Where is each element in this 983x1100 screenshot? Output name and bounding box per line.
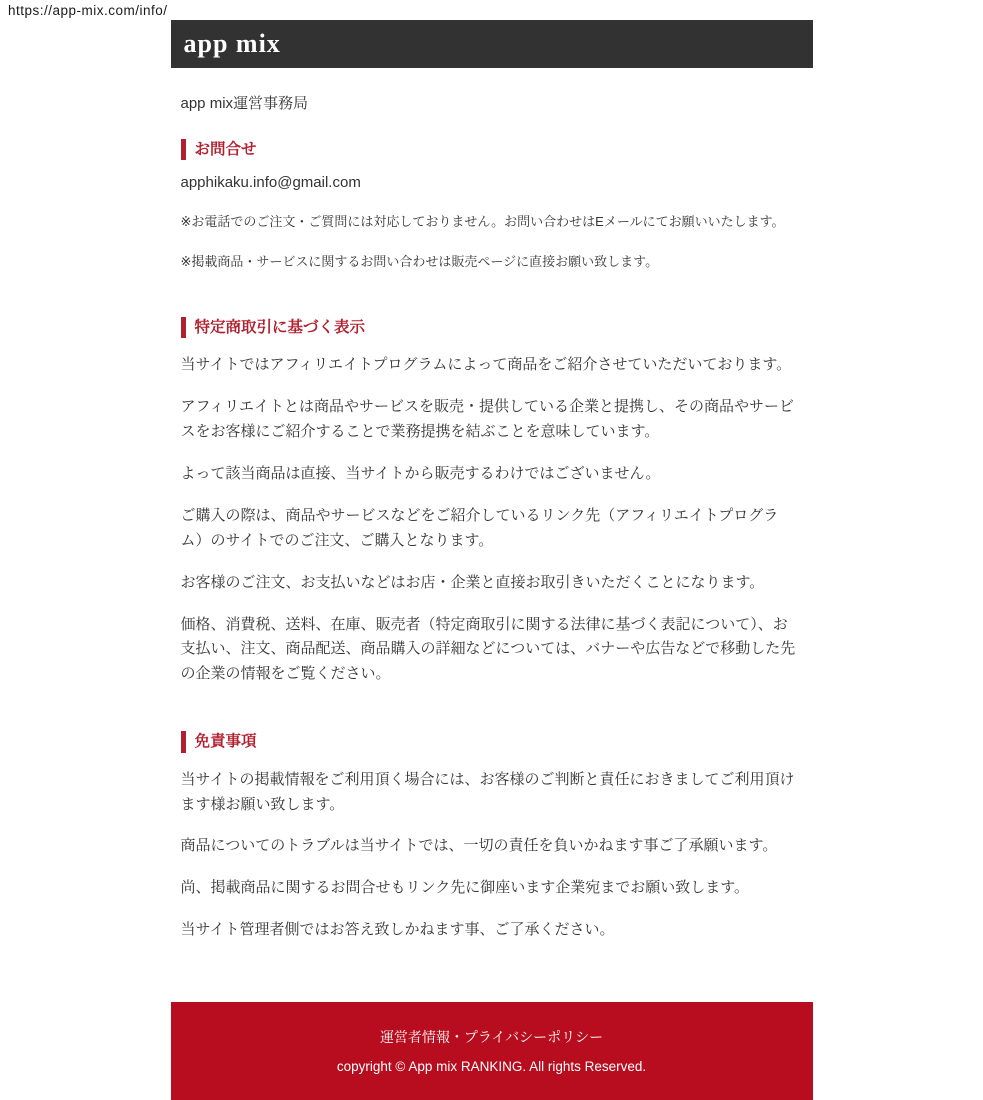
contact-note: ※掲載商品・サービスに関するお問い合わせは販売ページに直接お願い致します。 [180,254,659,270]
body-paragraph: 価格、消費税、送料、在庫、販売者（特定商取引に関する法律に基づく表記について）、お支払い、注文、商品配送、商品購入の詳細などについては、バナーや広告などで移動した先の企業の情報をご覧ください。 [180,615,796,683]
section-contact [181,139,799,273]
contact-note: ※お電話でのご注文・ご質問には対応しておりません。お問い合わせはEメールにてお願いいたします。 [180,214,785,230]
body-paragraph: アフィリエイトとは商品やサービスを販売・提供している企業と提携し、その商品やサービスをお客様にご紹介することで業務提携を結ぶことを意味しています。 [180,398,795,441]
body-paragraph: よって該当商品は直接、当サイトから販売するわけではございません。 [180,465,661,483]
page-container [171,0,813,1100]
tokushoho-heading: 特定商取引に基づく表示 [181,317,799,338]
section-tokushoho [181,317,799,687]
body-paragraph: お客様のご注文、お支払いなどはお店・企業と直接お取引きいただくことになります。 [180,573,765,591]
body-paragraph: ご購入の際は、商品やサービスなどをご紹介しているリンク先（アフィリエイトプログラム）のサイトでのご注文、ご購入となります。 [180,506,779,549]
disclaimer-heading: 免責事項 [181,731,799,752]
url-caption: https://app-mix.com/info/ [8,3,168,18]
main-content [171,68,813,960]
site-header [171,20,813,68]
body-paragraph: 商品についてのトラブルは当サイトでは、一切の責任を負いかねます事ご了承願います。 [180,837,778,855]
contact-heading: お問合せ [181,139,799,160]
section-disclaimer [181,731,799,943]
copyright-text: copyright © App mix RANKING. All rights Reserved. [336,1059,647,1075]
privacy-policy-link[interactable]: 運営者情報・プライバシーポリシー [379,1029,604,1046]
body-paragraph: 当サイトではアフィリエイトプログラムによって商品をご紹介させていただいております。 [180,356,792,374]
body-paragraph: 当サイト管理者側ではお答え致しかねます事、ご了承ください。 [180,921,615,939]
body-paragraph: 当サイトの掲載情報をご利用頂く場合には、お客様のご判断と責任におきましてご利用頂けます様お願い致します。 [180,770,795,813]
contact-email: apphikaku.info@gmail.com [180,174,361,192]
site-title[interactable]: app mix [183,29,281,58]
footer [171,1002,813,1100]
body-paragraph: 尚、掲載商品に関するお問合せもリンク先に御座います企業宛までお願い致します。 [180,879,750,897]
organization-text: app mix運営事務局 [180,95,309,112]
